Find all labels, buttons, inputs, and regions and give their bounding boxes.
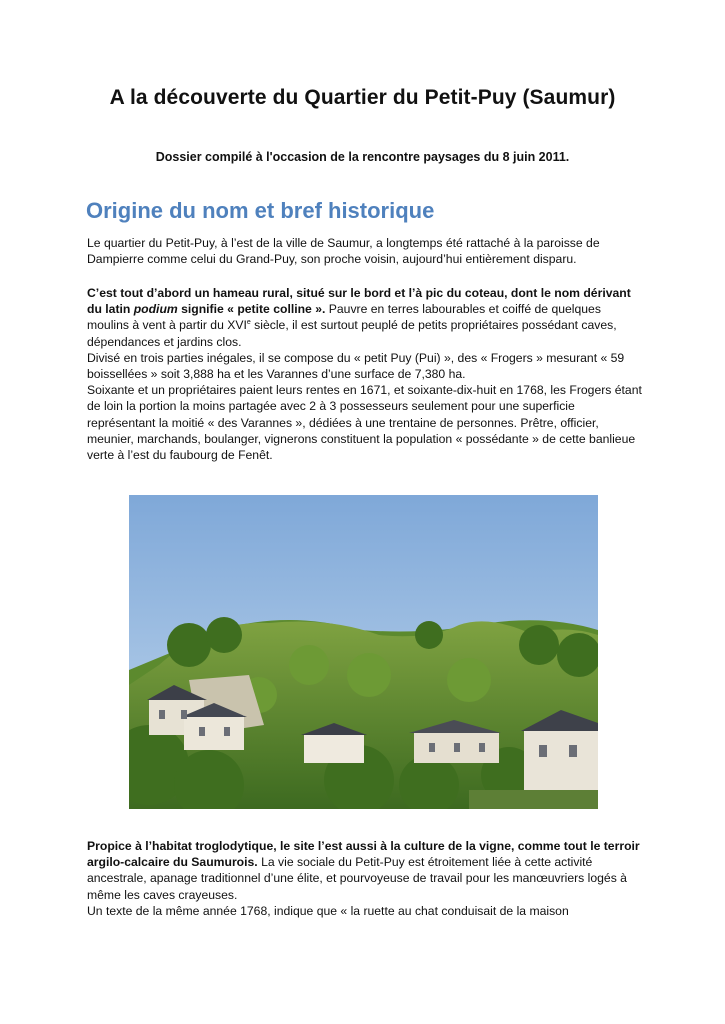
history-text-a: Pauvre en terres labourables et coiffé de quelques moulins à vent à partir du XVI (87, 302, 601, 333)
page-title: A la découverte du Quartier du Petit-Puy (Saumur) (109, 86, 616, 109)
viticulture-line2: Un texte de la même année 1768, indique que « la ruette au chat conduisait de la maison (87, 903, 569, 918)
section-heading: Origine du nom et bref historique (86, 198, 435, 223)
bold-intro-a: C’est tout d’abord un hameau rural, situé sur le bord et l’à pic du coteau, dont le nom dérivant du latin (87, 286, 631, 317)
paragraph-history (87, 285, 642, 463)
viticulture-bold-intro: Propice à l’habitat troglodytique, le site l’est aussi à la culture de la vigne, comme tout le terroir argilo-calcaire du Saumurois. (87, 839, 640, 870)
century-superscript: e (246, 319, 251, 327)
paragraph-viticulture (87, 838, 642, 919)
viticulture-text: La vie sociale du Petit-Puy est étroitement liée à cette activité ancestrale, apanage traditionnel d’une élite, et pourvoyeuse de travail pour les manœuvriers logés à même les caves crayeuses. (87, 855, 627, 902)
landscape-photo (129, 495, 598, 809)
page-subtitle: Dossier compilé à l'occasion de la rencontre paysages du 8 juin 2011. (155, 150, 570, 164)
history-text-b: siècle, il est surtout peuplé de petits propriétaires possédant caves, dépendances et jardins clos. (87, 318, 617, 349)
paragraph-intro: Le quartier du Petit-Puy, à l’est de la ville de Saumur, a longtemps été rattaché à la paroisse de Dampierre comme celui du Grand-Puy, son proche voisin, aujourd’hui entièrement disparu. (87, 236, 600, 267)
history-owners: Soixante et un propriétaires paient leurs rentes en 1671, et soixante-dix-huit en 1768, les Frogers étant de loin la portion la moins partagée avec 2 à 3 possesseurs seulement pour une superficie représentant la moitié « des Varannes », dédiées à une trentaine de personnes. Prêtre, officier, meunier, marchands, boulanger, vignerons constituent la population « possédante » de cette banlieue verte à l’est du faubourg de Fenêt. (87, 383, 642, 463)
history-divisions: Divisé en trois parties inégales, il se compose du « petit Puy (Pui) », des « Frogers » mesurant « 59 boissellées » soit 3,888 ha et les Varannes d’une surface de 7,380 ha. (87, 350, 625, 382)
podium-word: podium (133, 302, 178, 317)
bold-intro-b: signifie « petite colline ». (177, 302, 326, 317)
